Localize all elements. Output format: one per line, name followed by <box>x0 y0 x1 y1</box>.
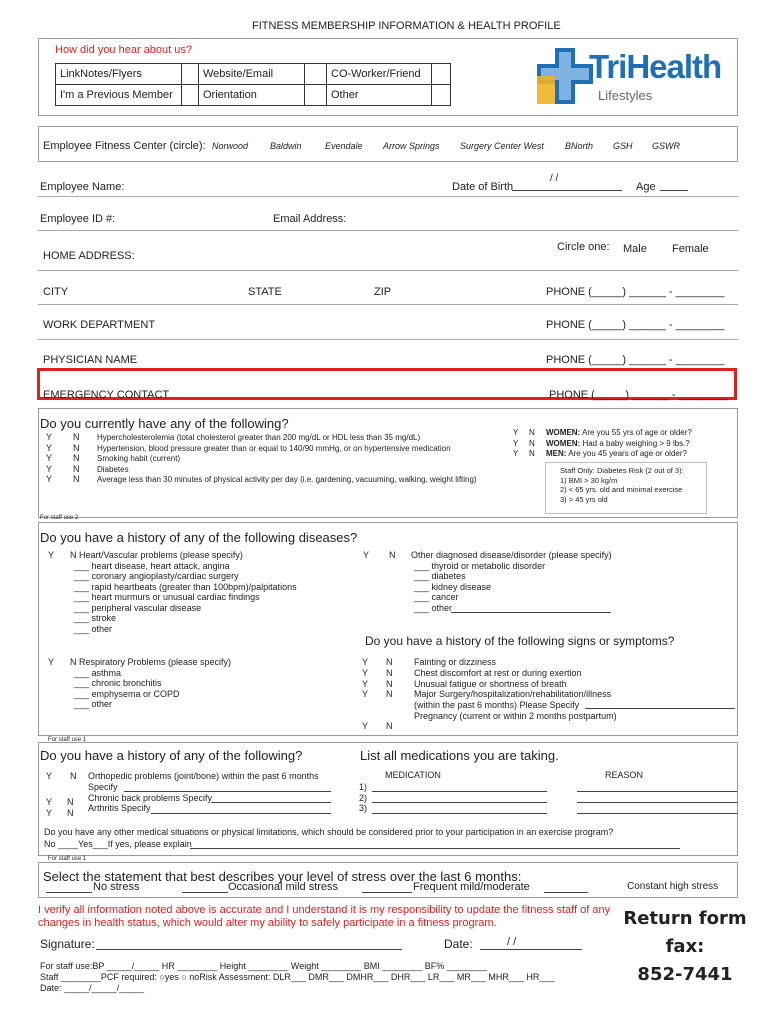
stress-none-field[interactable] <box>46 892 92 893</box>
med-numbers <box>359 782 367 814</box>
ortho-heading: Do you have a history of any of the following? <box>40 748 303 763</box>
staff-use-label: For staff use 1 <box>48 856 87 862</box>
yn-pair[interactable]: Y N <box>46 797 74 807</box>
home-address-label: HOME ADDRESS: <box>43 250 135 262</box>
heart-heading: N Heart/Vascular problems (please specify) <box>70 550 243 560</box>
hear-checkbox-other[interactable] <box>432 85 451 106</box>
other-disease-heading: Other diagnosed disease/disorder (please specify) <box>411 550 612 560</box>
yn-pair[interactable]: Y N <box>46 807 74 818</box>
yn-pair[interactable]: Y N <box>46 463 80 474</box>
list-item: Orthopedic problems (joint/bone) within the past 6 months <box>88 771 319 781</box>
heart-y[interactable]: Y <box>48 550 55 560</box>
other-disease-specify-field[interactable] <box>451 612 611 613</box>
other-limitations-question: Do you have any other medical situations or physical limitations, which should be considered prior to your participation in an exercise program? <box>44 827 614 837</box>
hear-checkbox-coworker[interactable] <box>432 64 451 85</box>
work-phone-field[interactable]: PHONE (_____) ______ - ________ <box>546 319 725 331</box>
list-item: ___ kidney disease <box>414 581 492 592</box>
explain-field[interactable] <box>190 848 680 849</box>
other-disease-list <box>411 550 612 613</box>
reason-field[interactable] <box>577 791 737 792</box>
fax-number: 852-7441 <box>637 964 733 985</box>
dob-label: Date of Birth <box>452 181 514 193</box>
email-label: Email Address: <box>273 213 347 225</box>
divider <box>38 230 738 231</box>
yn-pair[interactable]: Y N <box>362 689 393 700</box>
yn-pair[interactable]: Y N <box>46 442 80 453</box>
signature-date-slashes: / / <box>507 936 517 948</box>
ortho-n[interactable]: N <box>70 771 77 781</box>
stress-option-frequent: Frequent mild/moderate <box>413 881 530 893</box>
hear-option-website: Website/Email <box>199 64 305 85</box>
center-evendale[interactable]: Evendale <box>325 141 363 151</box>
other-disease-n[interactable]: N <box>389 550 396 560</box>
hear-option-flyers: LinkNotes/Flyers <box>56 64 182 85</box>
dob-slashes: / / <box>550 173 559 184</box>
current-items <box>97 433 477 486</box>
list-item: Average less than 30 minutes of physical activity per day (i.e. gardening, vacuuming, walking, weight lifting) <box>97 475 477 484</box>
list-item: WOMEN: Are you 55 yrs of age or older? <box>546 428 692 437</box>
emergency-phone-field[interactable]: PHONE (_____) ______ - ________ <box>549 389 728 401</box>
employee-name-label: Employee Name: <box>40 181 125 193</box>
list-item: ___ asthma <box>74 667 122 678</box>
staff-use-block <box>40 961 554 994</box>
logo-text: TriHealth <box>589 48 722 85</box>
physician-phone-field[interactable]: PHONE (_____) ______ - ________ <box>546 354 725 366</box>
yn-pair[interactable]: Y N <box>362 678 393 689</box>
gender-female[interactable]: Female <box>672 243 709 255</box>
circle-one-label: Circle one: <box>557 241 610 253</box>
list-item: ___ other <box>74 699 113 709</box>
list-item: Fainting or dizziness <box>414 657 497 667</box>
hear-option-orientation: Orientation <box>199 85 305 106</box>
arthritis-specify-field[interactable] <box>151 813 331 814</box>
list-item: ___ heart disease, heart attack, angina <box>74 560 230 571</box>
current-yn-column <box>46 432 100 485</box>
center-baldwin[interactable]: Baldwin <box>270 141 302 151</box>
center-gsh[interactable]: GSH <box>613 141 633 151</box>
staff-line: For staff use:BP _____/_____ HR ________ Height ________ Weight ________ BMI ________ BF% ________ <box>40 961 487 971</box>
meds-heading: List all medications you are taking. <box>360 748 559 763</box>
return-form-label: Return form <box>623 908 747 929</box>
list-item: ___ stroke <box>74 613 117 623</box>
divider <box>38 270 738 271</box>
stress-option-occasional: Occasional mild stress <box>228 881 339 893</box>
yn-pair[interactable]: Y N <box>46 453 80 463</box>
list-item: Hypertension, blood pressure greater than or equal to 140/90 mmHg, or on hypertensive medication <box>97 443 451 453</box>
logo-subtext: Lifestyles <box>598 88 653 103</box>
list-item: 3) > 45 yrs old <box>560 494 608 504</box>
medication-field[interactable] <box>372 813 547 814</box>
list-item: WOMEN: Had a baby weighing > 9 lbs.? <box>546 438 690 448</box>
physician-name-label: PHYSICIAN NAME <box>43 354 138 366</box>
state-label: STATE <box>248 286 282 298</box>
work-department-label: WORK DEPARTMENT <box>43 319 156 331</box>
hear-checkbox-orientation[interactable] <box>305 85 327 106</box>
history-heading: Do you have a history of any of the following diseases? <box>40 530 358 545</box>
list-item: Chest discomfort at rest or during exertion <box>414 667 582 678</box>
list-item: ___ cancer <box>414 592 459 602</box>
list-item: ___ heart murmurs or unusual cardiac findings <box>74 592 260 602</box>
hear-option-other: Other <box>327 85 432 106</box>
age-label: Age <box>636 181 656 193</box>
list-item: 2) <box>359 792 368 803</box>
ortho-list <box>88 771 319 814</box>
center-bnorth[interactable]: BNorth <box>565 141 594 151</box>
reason-column-header: REASON <box>605 770 644 780</box>
form-title: FITNESS MEMBERSHIP INFORMATION & HEALTH PROFILE <box>252 20 561 32</box>
return-fax-block <box>620 905 750 989</box>
hear-options-table <box>55 63 451 106</box>
age-field[interactable] <box>660 190 688 191</box>
stress-option-constant: Constant high stress <box>627 881 719 892</box>
back-yn-column <box>46 797 94 818</box>
hear-checkbox-previous-member[interactable] <box>182 85 199 106</box>
yn-pair[interactable]: Y N <box>362 667 393 678</box>
staff-line: Staff ________PCF required: ○yes ○ noRisk Assessment: DLR___ DMR___ DMHR___ DHR___ LR___ MR___ MHR___ HR___ <box>40 972 555 982</box>
other-disease-y[interactable]: Y <box>363 550 370 560</box>
staff-line: Date: _____/_____/_____ <box>40 983 145 993</box>
current-heading: Do you currently have any of the following? <box>40 416 289 431</box>
stress-heading: Select the statement that best describes your level of stress over the last 6 months: <box>43 869 522 884</box>
list-item: Chronic back problems Specify <box>88 792 213 803</box>
divider <box>38 339 738 340</box>
surgery-specify-field[interactable] <box>585 708 735 709</box>
signature-label: Signature: <box>40 937 95 951</box>
yn-pair[interactable]: Y N <box>513 449 535 458</box>
yn-pair[interactable]: Y N <box>46 432 80 442</box>
verify-statement: I verify all information noted above is accurate and I understand it is my responsibility to update the fitness staff of any changes in health status, which would alter my ability to safely participate in a fitness program. <box>38 904 611 929</box>
center-norwood[interactable]: Norwood <box>212 141 249 151</box>
stress-frequent-field[interactable] <box>362 892 412 893</box>
list-item: Unusual fatigue or shortness of breath <box>414 678 567 689</box>
home-phone-field[interactable]: PHONE (_____) ______ - ________ <box>546 286 725 298</box>
signature-field[interactable] <box>96 949 402 950</box>
list-item: Smoking habit (current) <box>97 454 181 463</box>
list-item: (within the past 6 months) Please Specify <box>414 700 580 711</box>
divider <box>38 304 738 305</box>
medication-field[interactable] <box>372 791 547 792</box>
center-arrow-springs[interactable]: Arrow Springs <box>383 141 440 151</box>
heart-list <box>70 550 297 634</box>
list-item: Major Surgery/hospitalization/rehabilitation/illness <box>414 689 612 700</box>
reason-field[interactable] <box>577 802 737 803</box>
signature-date-label: Date: <box>444 937 473 951</box>
stress-constant-field[interactable] <box>544 892 588 893</box>
hear-option-coworker: CO-Worker/Friend <box>327 64 432 85</box>
list-item: ___ chronic bronchitis <box>74 678 162 688</box>
resp-list <box>70 657 231 710</box>
center-surgery-center-west[interactable]: Surgery Center West <box>460 141 544 151</box>
back-specify-field[interactable] <box>211 802 331 803</box>
list-item: ___ rapid heartbeats (greater than 100bpm)/palpitations <box>74 581 297 592</box>
divider <box>38 196 738 197</box>
hear-question: How did you hear about us? <box>55 44 192 56</box>
medication-field[interactable] <box>372 802 547 803</box>
list-item: ___ diabetes <box>414 571 466 581</box>
hear-checkbox-website[interactable] <box>305 64 327 85</box>
hear-checkbox-flyers[interactable] <box>182 64 199 85</box>
symptoms-heading: Do you have a history of the following signs or symptoms? <box>365 634 675 648</box>
list-item: Arthritis Specify <box>88 803 151 814</box>
resp-heading: N Respiratory Problems (please specify) <box>70 657 232 667</box>
trihealth-logo <box>535 46 735 108</box>
yn-pair[interactable]: Y N <box>513 438 535 448</box>
staff-use-label: For staff use 2 <box>40 515 79 521</box>
no-yes-explain[interactable]: No ____Yes___If yes, please explain <box>44 839 192 849</box>
list-item: ___ coronary angioplasty/cardiac surgery <box>74 571 239 581</box>
list-item: 3) <box>359 803 368 813</box>
risk-questions <box>546 428 692 460</box>
zip-label: ZIP <box>374 286 392 298</box>
list-item: Diabetes <box>97 464 129 474</box>
fax-label: fax: <box>665 936 705 957</box>
risk-yn-column <box>513 428 545 460</box>
list-item: 2) < 65 yrs. old and minimal exercise <box>560 485 683 494</box>
yn-pair[interactable]: Y N <box>513 428 535 437</box>
list-item: ___ other <box>74 623 113 634</box>
list-item: ___ thyroid or metabolic disorder <box>414 560 546 571</box>
stress-occasional-field[interactable] <box>182 892 228 893</box>
ortho-specify-field[interactable] <box>124 791 331 792</box>
staff-diabetes-list <box>560 466 684 504</box>
center-gswr[interactable]: GSWR <box>652 141 680 151</box>
staff-diabetes-title: Staff Only: Diabetes Risk (2 out of 3): <box>560 466 684 475</box>
list-item: Specify <box>88 781 118 792</box>
emergency-contact-label: EMERGENCY CONTACT <box>43 389 170 401</box>
list-item: ___ other <box>414 602 453 613</box>
list-item: 1) BMI > 30 kg/m <box>560 475 618 485</box>
employee-id-label: Employee ID #: <box>40 213 116 225</box>
city-label: CITY <box>43 286 69 298</box>
list-item: ___ peripheral vascular disease <box>74 602 202 613</box>
reason-field[interactable] <box>577 813 737 814</box>
yn-pair[interactable]: Y N <box>362 657 393 667</box>
medication-column-header: MEDICATION <box>385 770 441 780</box>
gender-male[interactable]: Male <box>623 243 647 255</box>
yn-pair[interactable]: Y N <box>46 474 80 484</box>
list-item: MEN: Are you 45 years of age or older? <box>546 449 687 458</box>
symptoms-list <box>414 657 617 722</box>
center-label: Employee Fitness Center (circle): <box>43 140 206 152</box>
dob-field[interactable] <box>512 190 622 191</box>
ortho-y[interactable]: Y <box>46 771 53 781</box>
list-item: Hypercholesterolemia (total cholesterol greater than 200 mg/dL or HDL less than 35 mg/dL) <box>97 433 421 442</box>
list-item: ___ emphysema or COPD <box>74 688 180 699</box>
yn-pair[interactable]: Y N <box>362 720 393 731</box>
stress-option-none: No stress <box>93 881 140 893</box>
resp-y[interactable]: Y <box>48 657 55 667</box>
hear-option-previous-member: I'm a Previous Member <box>56 85 182 106</box>
staff-use-label: For staff use 1 <box>48 737 87 743</box>
list-item: Pregnancy (current or within 2 months postpartum) <box>414 710 617 721</box>
list-item: 1) <box>359 782 368 792</box>
symptoms-yn-column <box>362 657 413 732</box>
signature-date-field[interactable] <box>480 949 582 950</box>
